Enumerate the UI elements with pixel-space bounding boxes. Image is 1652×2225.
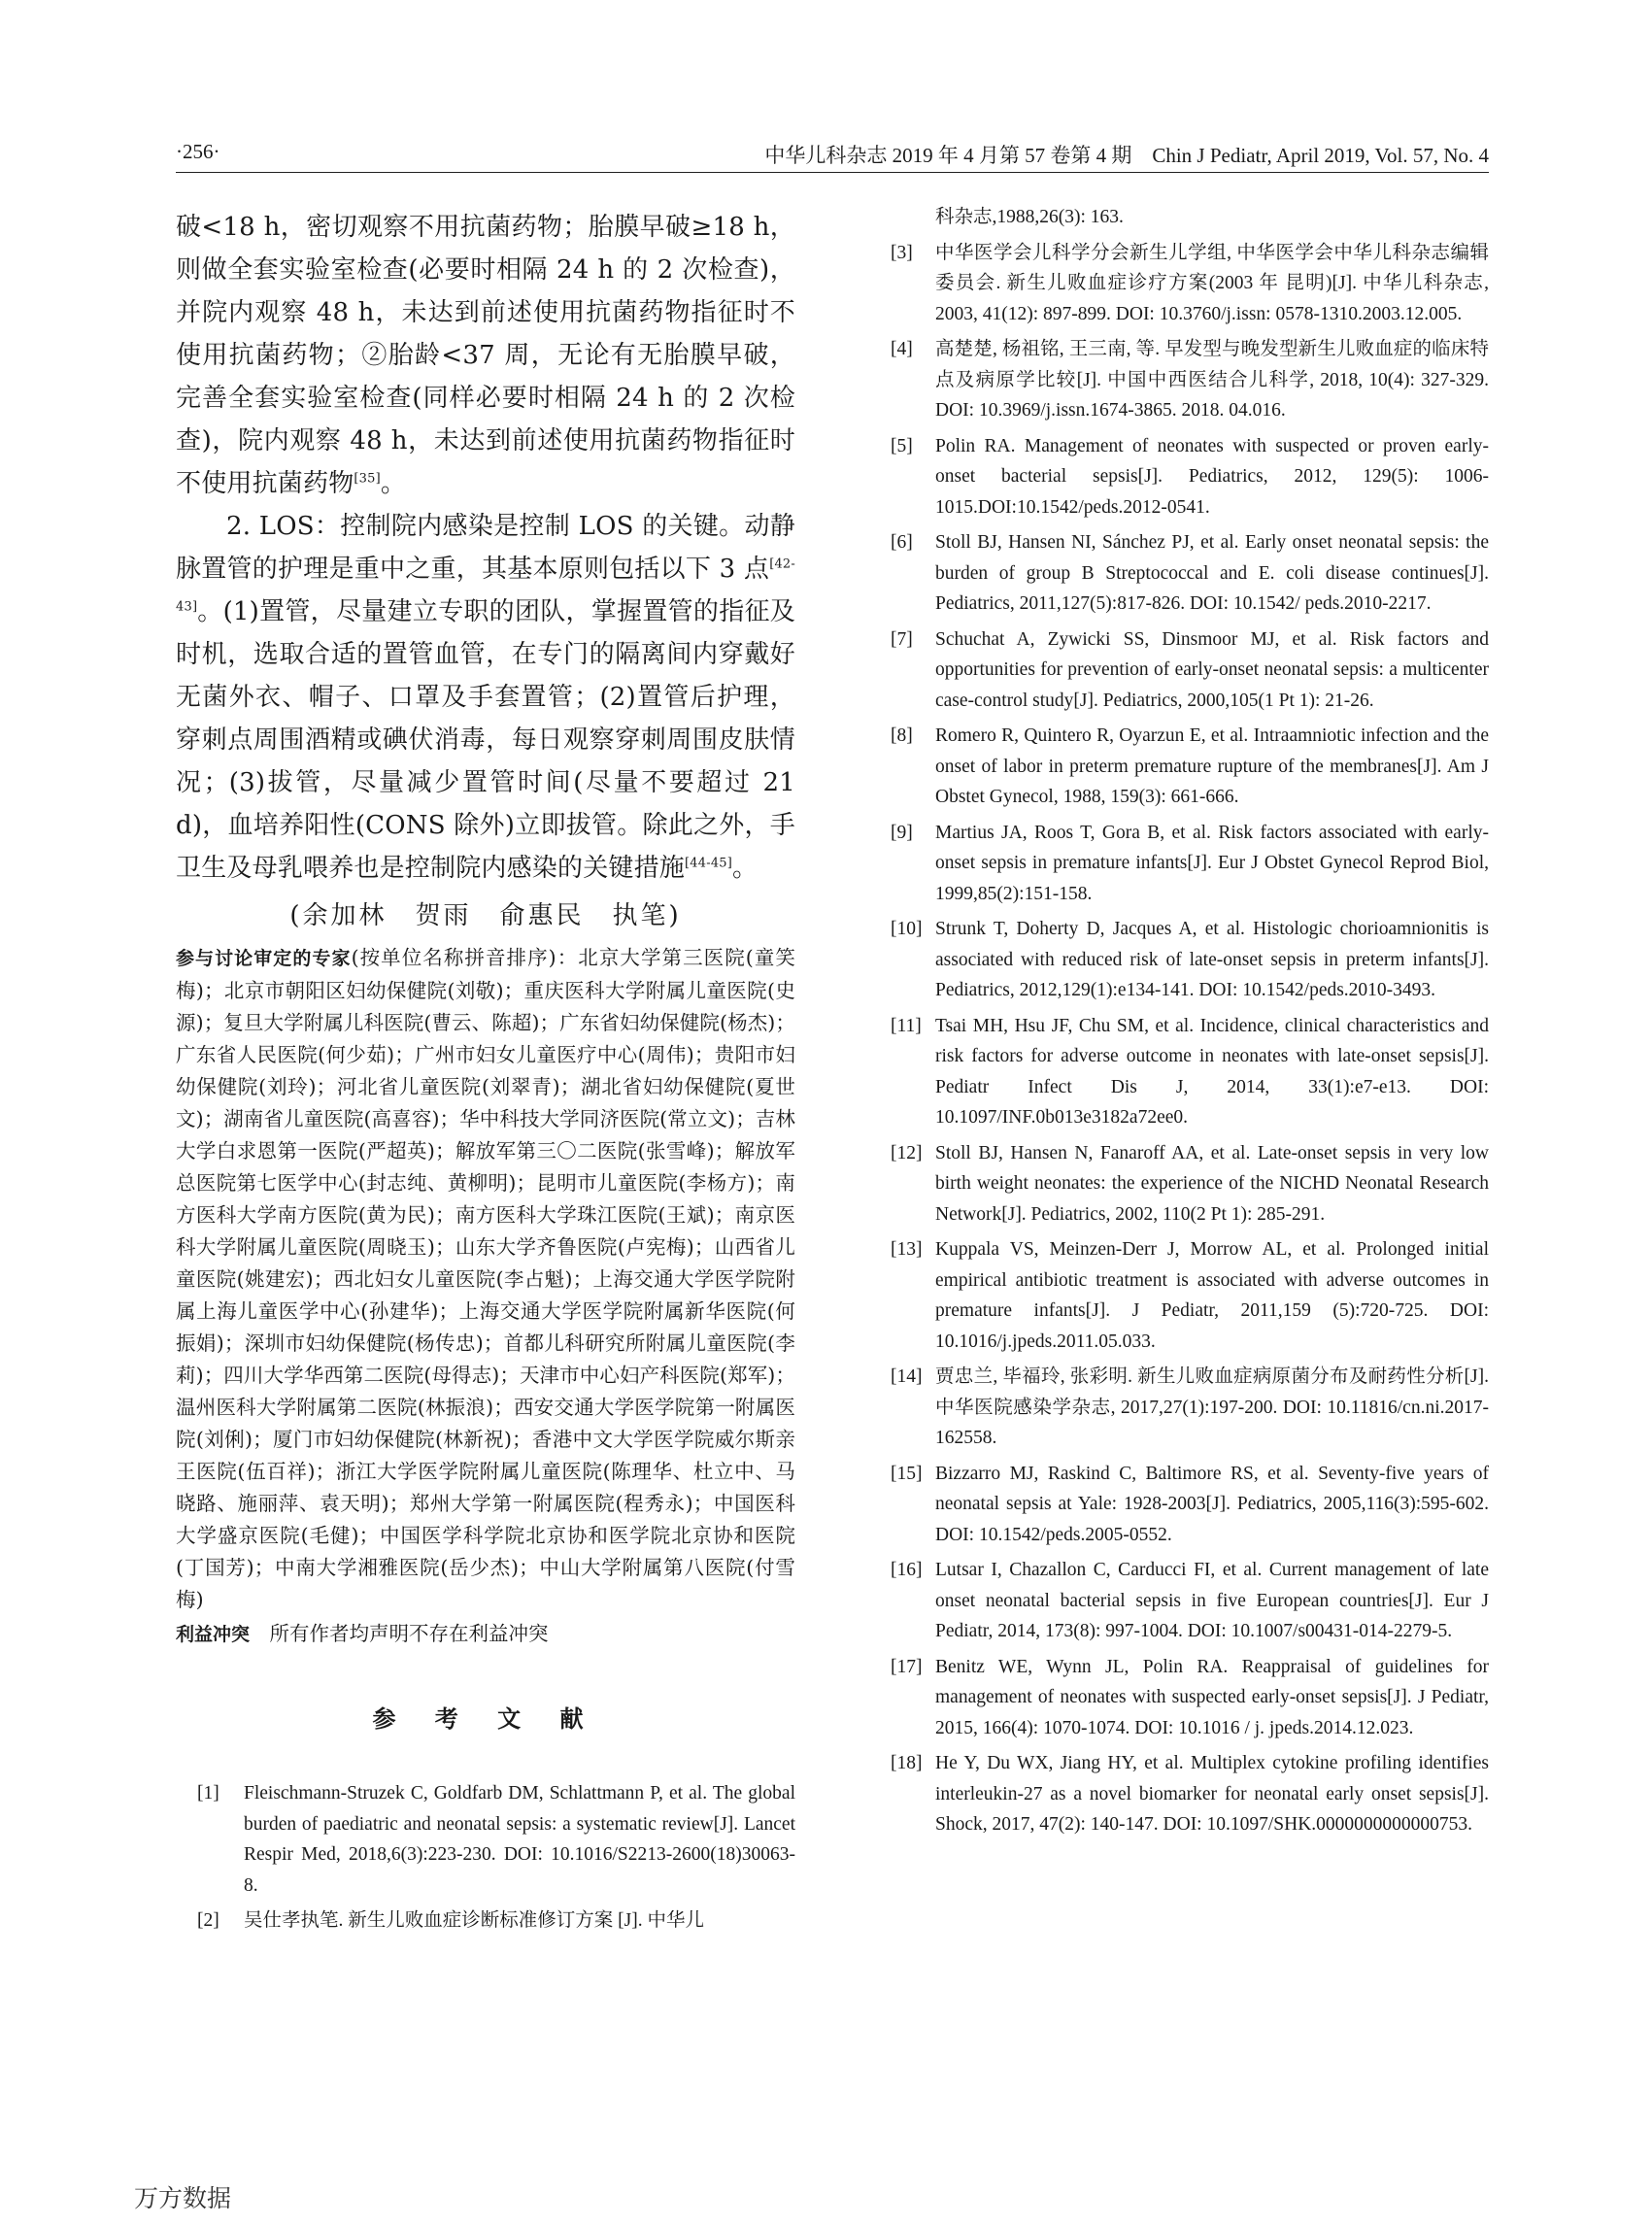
reference-text: 中华医学会儿科学分会新生儿学组, 中华医学会中华儿科杂志编辑委员会. 新生儿败血症诊疗方案(2003 年 昆明)[J]. 中华儿科杂志, 2003, 41(12): 897-899. DOI: 10.3760/j.issn: 0578-1310.2003.12.005. (935, 242, 1489, 324)
expert-list-label: 参与讨论审定的专家 (176, 948, 352, 969)
reference-continuation: 科杂志,1988,26(3): 163. (935, 207, 1124, 227)
reference-text: Benitz WE, Wynn JL, Polin RA. Reappraisal of guidelines for management of neonates with suspected early-onset sepsis[J]. J Pediatr, 2015, 166(4): 1070-1074. DOI: 10.1016 / j. jpeds.2014.12.023. (935, 1656, 1489, 1738)
reference-text: 吴仕孝执笔. 新生儿败血症诊断标准修订方案 [J]. 中华儿 (244, 1910, 704, 1931)
reference-item (879, 1234, 1489, 1357)
reference-item (879, 1138, 1489, 1230)
reference-number: [15] (891, 1463, 923, 1484)
journal-citation: 中华儿科杂志 2019 年 4 月第 57 卷第 4 期 Chin J Pediatr, April 2019, Vol. 57, No. 4 (764, 144, 1489, 167)
reference-text: Schuchat A, Zywicki SS, Dinsmoor MJ, et al. Risk factors and opportunities for prevention of early-onset neonatal sepsis: a multicenter case-control study[J]. Pediatrics, 2000,105(1 Pt 1): 21-26. (935, 628, 1489, 711)
reference-number: [16] (891, 1560, 923, 1580)
reference-item (879, 238, 1489, 330)
reference-number: [3] (891, 242, 913, 263)
page-header (176, 134, 1489, 173)
right-column (879, 202, 1489, 1840)
reference-item (879, 624, 1489, 717)
reference-text: Martius JA, Roos T, Gora B, et al. Risk factors associated with early-onset sepsis in premature infants[J]. Eur J Obstet Gynecol Reprod Biol, 1999,85(2):151-158. (935, 822, 1489, 904)
reference-number: [13] (891, 1239, 923, 1260)
reference-item (879, 818, 1489, 910)
references-heading: 参 考 文 献 (372, 1705, 599, 1733)
reference-number: [14] (891, 1366, 923, 1387)
reference-number: [10] (891, 919, 923, 939)
reference-text: Kuppala VS, Meinzen-Derr J, Morrow AL, et al. Prolonged initial empirical antibiotic treatment is associated with adverse outcomes in premature infants[J]. J Pediatr, 2011,159 (5):720-725. DOI: 10.1016/j.jpeds.2011.05.033. (935, 1239, 1489, 1352)
reference-text: Polin RA. Management of neonates with suspected or proven early-onset bacterial sepsis[J]. Pediatrics, 2012, 129(5): 1006-1015.DOI:10.1542/peds.2012-0541. (935, 435, 1489, 518)
reference-item (879, 334, 1489, 426)
reference-number: [1] (197, 1783, 219, 1804)
body-paragraph-1: 破<18 h，密切观察不用抗菌药物；胎膜早破≥18 h，则做全套实验室检查(必要时相隔 24 h 的 2 次检查)，并院内观察 48 h，未达到前述使用抗菌药物指征时不使用抗菌药物；②胎龄<37 周，无论有无胎膜早破，完善全套实验室检查(同样必要时相隔 24 h 的 2 次检查)，院内观察 48 h，未达到前述使用抗菌药物指征时不使用抗菌药物[35]。 (176, 213, 795, 498)
reference-item (879, 1362, 1489, 1454)
reference-text: Romero R, Quintero R, Oyarzun E, et al. Intraamniotic infection and the onset of labor in preterm premature rupture of the membranes[J]. Am J Obstet Gynecol, 1988, 159(3): 661-666. (935, 725, 1489, 807)
reference-item (879, 1011, 1489, 1133)
reference-item (879, 527, 1489, 620)
reference-text: Stoll BJ, Hansen N, Fanaroff AA, et al. Late-onset sepsis in very low birth weight neonates: the experience of the NICHD Neonatal Research Network[J]. Pediatrics, 2002, 110(2 Pt 1): 285-291. (935, 1142, 1489, 1225)
reference-item (879, 721, 1489, 813)
citation-42-43[interactable]: [42-43] (176, 556, 795, 615)
citation-35[interactable]: [35] (354, 471, 381, 487)
reference-text: Tsai MH, Hsu JF, Chu SM, et al. Incidence, clinical characteristics and risk factors for adverse outcome in neonates with late-onset sepsis[J]. Pediatr Infect Dis J, 2014, 33(1):e7-e13. DOI: 10.1097/INF.0b013e3182a72ee0. (935, 1015, 1489, 1128)
reference-item (879, 1459, 1489, 1551)
reference-number: [17] (891, 1656, 923, 1677)
reference-number: [8] (891, 725, 913, 746)
watermark: 万方数据 (134, 2184, 232, 2212)
reference-item (879, 1652, 1489, 1744)
reference-text: Fleischmann-Struzek C, Goldfarb DM, Schlattmann P, et al. The global burden of paediatric and neonatal sepsis: a systematic review[J]. Lancet Respir Med, 2018,6(3):223-230. DOI: 10.1016/S2213-2600(18)30063-8. (244, 1783, 795, 1896)
page-number: ·256· (176, 140, 220, 163)
reference-number: [6] (891, 532, 913, 553)
reference-number: [2] (197, 1910, 219, 1931)
reference-item (879, 1555, 1489, 1647)
reference-text: Stoll BJ, Hansen NI, Sánchez PJ, et al. Early onset neonatal sepsis: the burden of group B Streptococcal and E. coli disease continues[J]. Pediatrics, 2011,127(5):817-826. DOI: 10.1542/ peds.2010-2217. (935, 532, 1489, 614)
reference-number: [11] (891, 1015, 922, 1036)
reference-number: [18] (891, 1753, 923, 1773)
coi-text: 所有作者均声明不存在利益冲突 (269, 1622, 549, 1645)
reference-item (879, 1748, 1489, 1840)
author-line: (余加林 贺雨 俞惠民 执笔) (289, 901, 682, 930)
left-column (176, 206, 795, 1937)
reference-number: [7] (891, 628, 913, 650)
reference-number: [4] (891, 339, 913, 359)
reference-text: 高楚楚, 杨祖铭, 王三南, 等. 早发型与晚发型新生儿败血症的临床特点及病原学比较[J]. 中国中西医结合儿科学, 2018, 10(4): 327-329. DOI: 10.3969/j.issn.1674-3865. 2018. 04.016. (935, 339, 1489, 421)
reference-item (176, 1778, 795, 1901)
reference-item (176, 1905, 795, 1937)
reference-text: 贾忠兰, 毕福玲, 张彩明. 新生儿败血症病原菌分布及耐药性分析[J]. 中华医院感染学杂志, 2017,27(1):197-200. DOI: 10.11816/cn.ni.2017-162558. (935, 1366, 1489, 1448)
reference-text: He Y, Du WX, Jiang HY, et al. Multiplex cytokine profiling identifies interleukin-27 as a novel biomarker for neonatal early onset sepsis[J]. Shock, 2017, 47(2): 140-147. DOI: 10.1097/SHK.0000000000000753. (935, 1753, 1489, 1835)
conflict-of-interest (176, 1618, 795, 1651)
citation-44-45[interactable]: [44-45] (685, 856, 733, 871)
expert-list (176, 942, 795, 1616)
reference-number: [9] (891, 822, 913, 843)
reference-item (879, 431, 1489, 523)
body-paragraph-2: 2. LOS：控制院内感染是控制 LOS 的关键。动静脉置管的护理是重中之重，其基本原则包括以下 3 点[42-43]。(1)置管，尽量建立专职的团队，掌握置管的指征及时机，选取合适的置管血管，在专门的隔离间内穿戴好无菌外衣、帽子、口罩及手套置管；(2)置管后护理，穿刺点周围酒精或碘伏消毒，每日观察穿刺周围皮肤情况；(3)拔管，尽量减少置管时间(尽量不要超过 21 d)，血培养阳性(CONS 除外)立即拔管。除此之外，手卫生及母乳喂养也是控制院内感染的关键措施[44-45]。 (176, 512, 795, 883)
reference-text: Bizzarro MJ, Raskind C, Baltimore RS, et al. Seventy-five years of neonatal sepsis at Yale: 1928-2003[J]. Pediatrics, 2005,116(3):595-602. DOI: 10.1542/peds.2005-0552. (935, 1463, 1489, 1545)
reference-text: Lutsar I, Chazallon C, Carducci FI, et al. Current management of late onset neonatal bacterial sepsis in five European countries[J]. Eur J Pediatr, 2014, 173(8): 997-1004. DOI: 10.1007/s00431-014-2279-5. (935, 1560, 1489, 1641)
reference-number: [5] (891, 435, 913, 456)
expert-list-text: (按单位名称拼音排序)：北京大学第三医院(童笑梅)；北京市朝阳区妇幼保健院(刘敬)；重庆医科大学附属儿童医院(史源)；复旦大学附属儿科医院(曹云、陈超)；广东省妇幼保健院(杨杰)；广东省人民医院(何少茹)；广州市妇女儿童医疗中心(周伟)；贵阳市妇幼保健院(刘玲)；河北省儿童医院(刘翠青)；湖北省妇幼保健院(夏世文)；湖南省儿童医院(高喜容)；华中科技大学同济医院(常立文)；吉林大学白求恩第一医院(严超英)；解放军第三〇二医院(张雪峰)；解放军总医院第七医学中心(封志纯、黄柳明)；昆明市儿童医院(李杨方)；南方医科大学南方医院(黄为民)；南方医科大学珠江医院(王斌)；南京医科大学附属儿童医院(周晓玉)；山东大学齐鲁医院(卢宪梅)；山西省儿童医院(姚建宏)；西北妇女儿童医院(李占魁)；上海交通大学医学院附属上海儿童医学中心(孙建华)；上海交通大学医学院附属新华医院(何振娟)；深圳市妇幼保健院(杨传忠)；首都儿科研究所附属儿童医院(李莉)；四川大学华西第二医院(母得志)；天津市中心妇产科医院(郑军)；温州医科大学附属第二医院(林振浪)；西安交通大学医学院第一附属医院(刘俐)；厦门市妇幼保健院(林新祝)；香港中文大学医学院威尔斯亲王医院(伍百祥)；浙江大学医学院附属儿童医院(陈理华、杜立中、马晓路、施丽萍、袁天明)；郑州大学第一附属医院(程秀永)；中国医科大学盛京医院(毛健)；中国医学科学院北京协和医学院北京协和医院(丁国芳)；中南大学湘雅医院(岳少杰)；中山大学附属第八医院(付雪梅) (176, 946, 796, 1611)
reference-number: [12] (891, 1142, 923, 1163)
reference-item (879, 914, 1489, 1006)
coi-label: 利益冲突 (176, 1624, 251, 1645)
reference-text: Strunk T, Doherty D, Jacques A, et al. Histologic chorioamnionitis is associated with reduced risk of late-onset sepsis in preterm infants[J]. Pediatrics, 2012,129(1):e134-141. DOI: 10.1542/peds.2010-3493. (935, 919, 1489, 1000)
